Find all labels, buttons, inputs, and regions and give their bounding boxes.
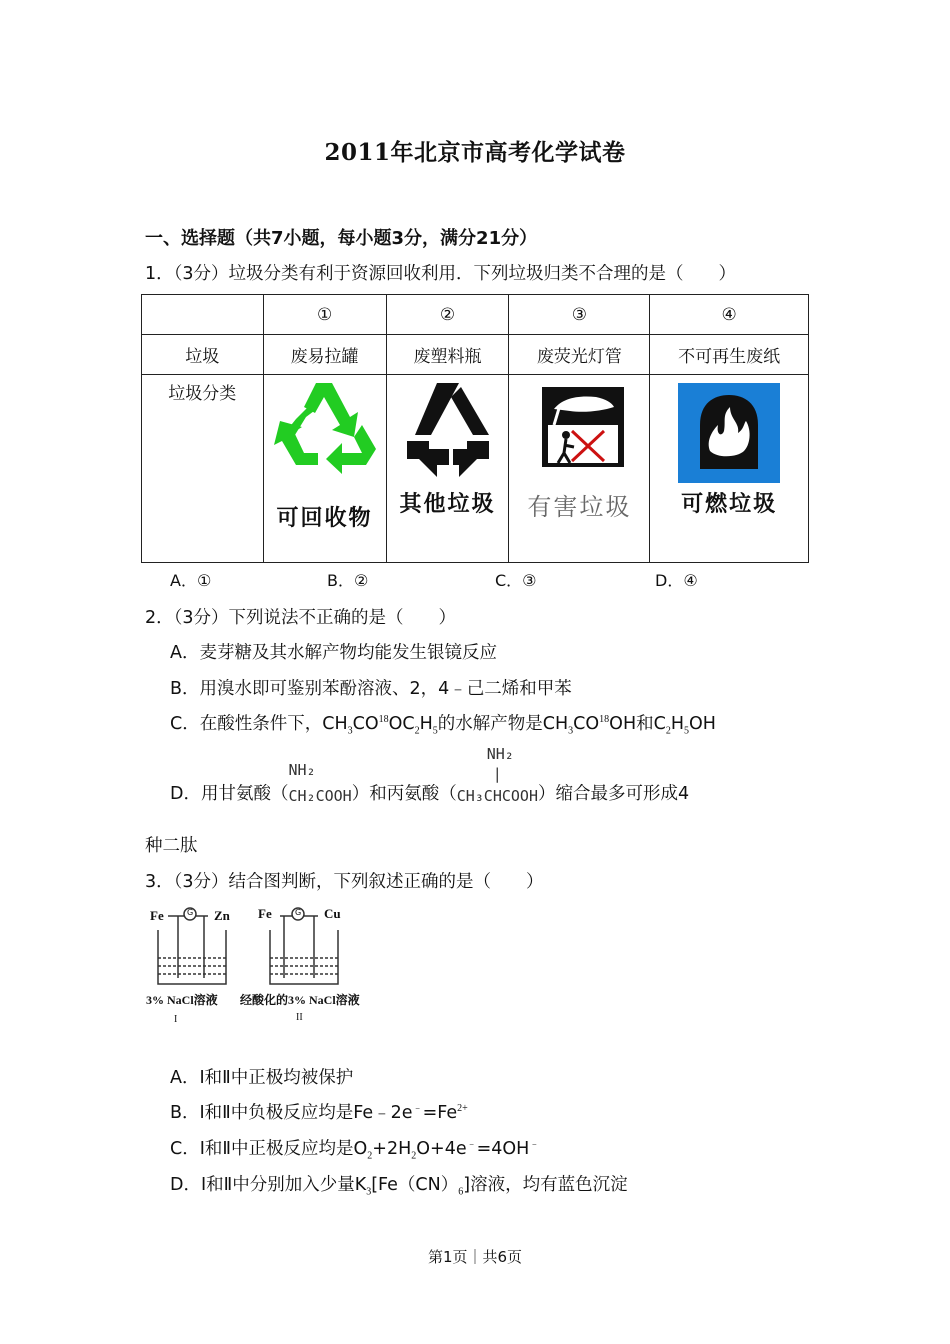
cell1-right-electrode: Zn [214, 908, 230, 923]
q2-option-c: C．在酸性条件下，$CH_3CO^{18}OC_2H_5$的水解产物是$CH_3CO^{18}OH$和$C_2H_5OH$ [170, 714, 716, 737]
combustible-sign [650, 375, 809, 563]
cell1-caption: 3% NaCl溶液 [146, 993, 218, 1007]
galvanometer-label: G [187, 908, 194, 917]
cell1-left-electrode: Fe [150, 908, 164, 923]
table-cell: 废易拉罐 [263, 335, 386, 375]
q2-option-d-cont: 种二肽 [145, 836, 198, 856]
table-cell: 废荧光灯管 [509, 335, 650, 375]
other-sign [386, 375, 509, 563]
table-cell: 不可再生废纸 [650, 335, 809, 375]
cell2-number: II [296, 1012, 303, 1023]
waste-table [141, 294, 809, 563]
col-header: ④ [650, 295, 809, 335]
q2-option-a: A．麦芽糖及其水解产物均能发生银镜反应 [170, 643, 497, 663]
table-corner [142, 295, 264, 335]
table-cell: 废塑料瓶 [386, 335, 509, 375]
q2-stem: 2．（3分）下列说法不正确的是（ ） [145, 608, 457, 628]
glycine-formula: NH₂ CH₂COOH [288, 761, 352, 805]
bin-label: 可燃垃圾 [681, 492, 778, 517]
q3-option-c: C．Ⅰ和Ⅱ中正极反应均是$O_2+2H_2O+4e^﹣=4OH^﹣$ [170, 1139, 540, 1162]
hazard-sign [509, 375, 650, 563]
combustible-waste-icon [664, 375, 794, 487]
page-footer: 第1页｜共6页 [427, 1248, 523, 1266]
cell-diagram [142, 900, 402, 1032]
alanine-formula: NH₂ | CH₃CHCOOH [456, 745, 538, 805]
hazardous-waste-icon [514, 375, 644, 483]
row-label: 垃圾 [142, 335, 264, 375]
q1-option-d: D．④ [655, 571, 698, 590]
q3-option-d: D．Ⅰ和Ⅱ中分别加入少量$K_3[Fe(CN)_6]$溶液，均有蓝色沉淀 [170, 1175, 628, 1198]
cell2-right-electrode: Cu [324, 906, 341, 921]
q1-option-a: A．① [170, 571, 212, 590]
section-heading: 一、选择题（共7小题，每小题3分，满分21分） [145, 228, 538, 249]
other-waste-icon [389, 375, 507, 483]
bin-label: 可回收物 [276, 506, 373, 531]
galvanic-cells-figure [142, 900, 402, 1032]
row-label: 垃圾分类 [142, 375, 264, 563]
q1-stem: 1．（3分）垃圾分类有利于资源回收利用．下列垃圾归类不合理的是（ ） [145, 264, 737, 284]
recycle-icon [266, 375, 384, 505]
q3-stem: 3．（3分）结合图判断，下列叙述正确的是（ ） [145, 872, 544, 892]
col-header: ② [386, 295, 509, 335]
page-title: 2011年北京市高考化学试卷 [324, 139, 626, 166]
q3-option-a: A．Ⅰ和Ⅱ中正极均被保护 [170, 1068, 354, 1088]
bin-label: 其他垃圾 [399, 492, 496, 517]
col-header: ① [263, 295, 386, 335]
recyclable-sign [263, 375, 386, 563]
q1-option-c: C．③ [495, 571, 537, 590]
col-header: ③ [509, 295, 650, 335]
cell1-number: I [174, 1014, 178, 1025]
cell2-caption: 经酸化的3% NaCl溶液 [240, 993, 360, 1007]
bin-label: 有害垃圾 [527, 493, 632, 521]
galvanometer-label: G [295, 908, 302, 917]
q3-option-b: B．Ⅰ和Ⅱ中负极反应均是$Fe﹣2e^﹣=Fe^{2+}$ [170, 1103, 468, 1123]
q2-option-b: B．用溴水即可鉴别苯酚溶液、2，4﹣己二烯和甲苯 [170, 679, 572, 699]
q1-option-b: B．② [327, 571, 369, 590]
q2-option-d: D．用甘氨酸（ NH₂ CH₂COOH）和丙氨酸（ NH₂ | CH₃CHCOOH）缩合最多可形成4 [170, 745, 690, 805]
cell2-left-electrode: Fe [258, 906, 272, 921]
